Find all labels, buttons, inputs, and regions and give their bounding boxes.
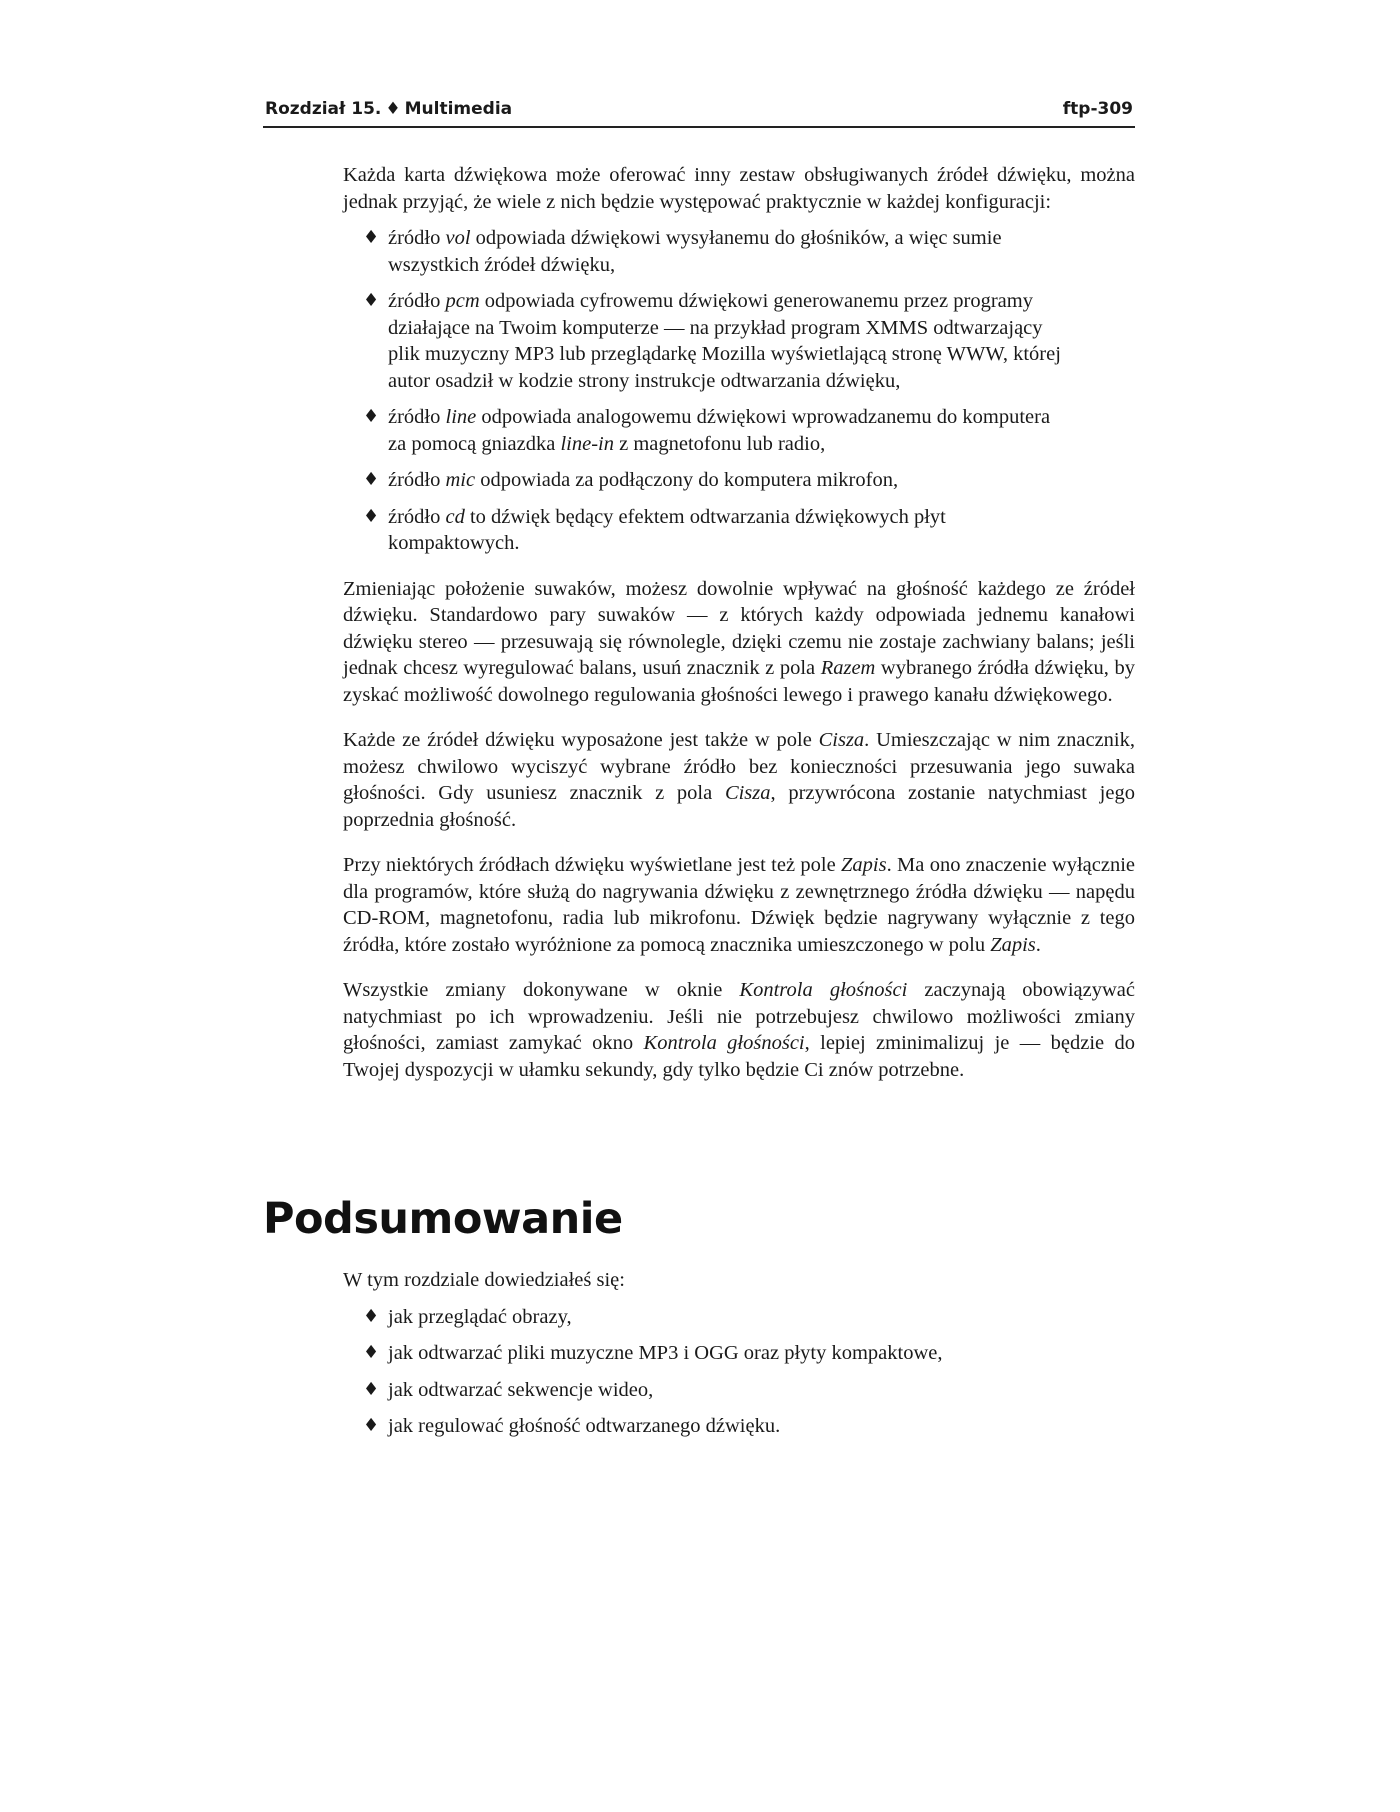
diamond-icon: ♦ [385,99,401,119]
record-paragraph: Przy niektórych źródłach dźwięku wyświetlane jest też pole Zapis. Ma ono znaczenie wyłącznie dla programów, które służą do nagrywania dźwięku z zewnętrznego źródła dźwięku — napędu CD-ROM, magnetofonu, radia lub mikrofonu. Dźwięk będzie nagrywany wyłącznie z tego źródła, które zostało wyróżnione za pomocą znacznika umieszczonego w polu Zapis. [343,854,1135,956]
sliders-paragraph: Zmieniając położenie suwaków, możesz dowolnie wpływać na głośność każdego ze źródeł dźwięku. Standardowo pary suwaków — z których każdy odpowiada jednemu kanałowi dźwięku stereo — przesuwają się równolegle, dzięki czemu nie zostaje zachwiany balans; jeśli jednak chcesz wyregulować balans, usuń znacznik z pola Razem wybranego źródła dźwięku, by zyskać możliwość dowolnego regulowania głośności lewego i prawego kanału dźwiękowego. [343,577,1136,706]
diamond-bullet-icon: ♦ [363,505,380,527]
page-number: ftp-309 [1062,99,1133,119]
diamond-bullet-icon: ♦ [363,1415,380,1436]
diamond-bullet-icon: ♦ [363,406,380,427]
changes-paragraph: Wszystkie zmiany dokonywane w oknie Kontrola głośności zaczynają obowiązywać natychmiast po ich wprowadzeniu. Jeśli nie potrzebujesz chwilowo możliwości zmiany głośności, zamiast zamykać okno Kontrola głośności, lepiej zminimalizuj je — będzie do Twojej dyspozycji w ułamku sekundy, gdy tylko będzie Ci znów potrzebne. [343,979,1135,1081]
list-item: ♦ źródło cd to dźwięk będący efektem odtwarzania dźwiękowych płyt kompaktowych. [363,505,946,554]
diamond-bullet-icon: ♦ [363,469,380,490]
intro-paragraph: Każda karta dźwiękowa może oferować inny zestaw obsługiwanych źródeł dźwięku, można jednak przyjąć, że wiele z nich będzie występować praktycznie w każdej konfiguracji: [343,164,1135,213]
sound-sources-list [343,225,1135,557]
list-item: ♦ jak odtwarzać sekwencje wideo, [343,1377,1128,1404]
list-item: ♦ źródło pcm odpowiada cyfrowemu dźwiękowi generowanemu przez programy działające na Twoim komputerze — na przykład program XMMS odtwarzający plik muzyczny MP3 lub przeglądarkę Mozilla wyświetlającą stronę WWW, której autor osadził w kodzie strony instrukcje odtwarzania dźwięku, [363,290,1061,392]
body-text [343,162,1135,1083]
diamond-bullet-icon: ♦ [363,1378,380,1400]
section-heading: Podsumowanie [263,1194,623,1244]
running-header [263,96,1135,128]
list-item: ♦ źródło line odpowiada analogowemu dźwiękowi wprowadzanemu do komputera za pomocą gniazdka line-in z magnetofonu lub radio, [363,406,1051,455]
list-item: ♦ jak regulować głośność odtwarzanego dźwięku. [343,1413,1128,1440]
list-item: ♦ jak przeglądać obrazy, [343,1304,1128,1331]
summary-section [343,1267,1135,1450]
list-item: ♦ jak odtwarzać pliki muzyczne MP3 i OGG oraz płyty kompaktowe, [343,1340,1128,1367]
chapter-title: Rozdział 15. ♦ Multimedia [265,99,513,119]
list-item: ♦ źródło vol odpowiada dźwiękowi wysyłanemu do głośników, a więc sumie wszystkich źródeł dźwięku, [363,227,1002,276]
list-item: ♦ źródło mic odpowiada za podłączony do komputera mikrofon, [343,467,1068,494]
summary-list [343,1304,1135,1440]
mute-paragraph: Każde ze źródeł dźwięku wyposażone jest także w pole Cisza. Umieszczając w nim znacznik, możesz chwilowo wyciszyć wybrane źródło bez konieczności przesuwania jego suwaka głośności. Gdy usuniesz znacznik z pola Cisza, przywrócona zostanie natychmiast jego poprzednia głośność. [343,729,1135,831]
diamond-bullet-icon: ♦ [363,1305,380,1327]
diamond-bullet-icon: ♦ [363,227,380,248]
diamond-bullet-icon: ♦ [363,1342,380,1363]
diamond-bullet-icon: ♦ [363,290,380,311]
summary-lead: W tym rozdziale dowiedziałeś się: [343,1269,625,1291]
